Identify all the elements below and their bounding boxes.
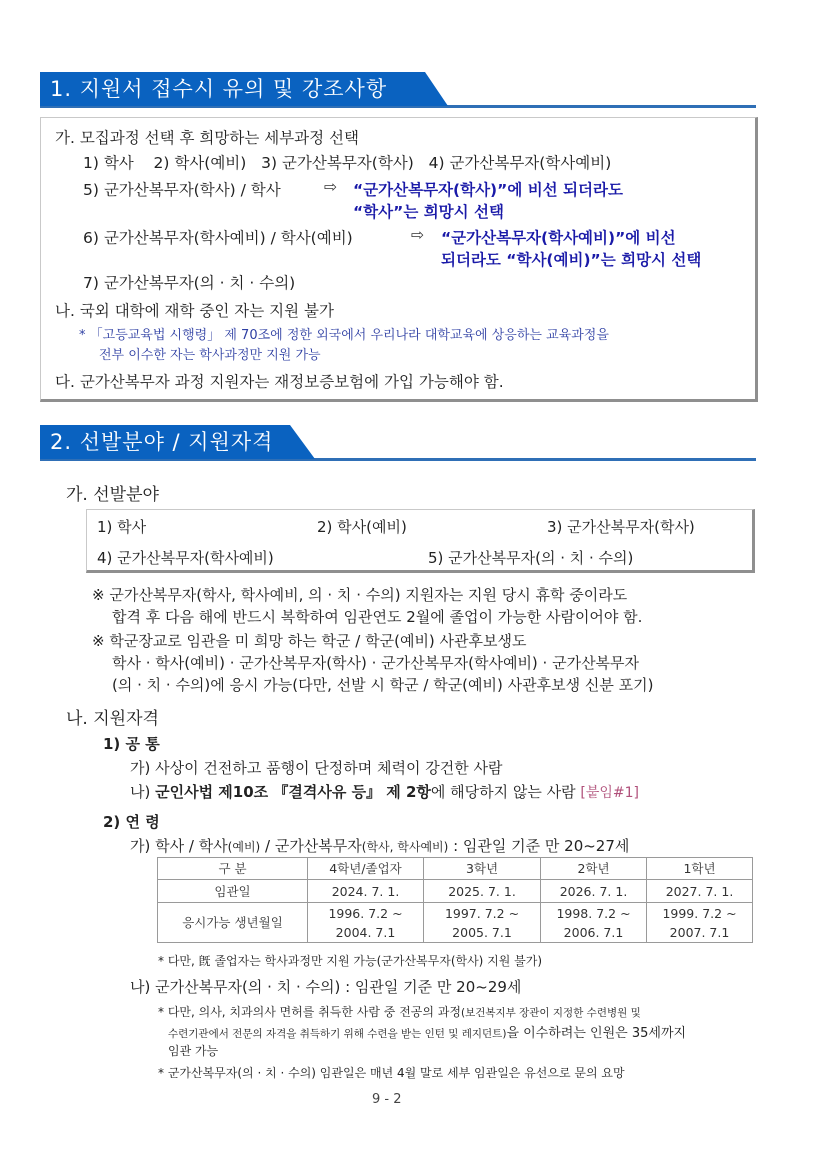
- age-heading: 2) 연 령: [103, 813, 160, 831]
- arrow-right-icon: ⇨: [324, 178, 337, 196]
- table-cell: 임관일: [158, 880, 308, 903]
- date-from: 1999. 7.2 ~: [662, 905, 737, 921]
- remark2-line2: 학사 · 학사(예비) · 군가산복무자(학사) · 군가산복무자(학사예비) · 군가산복무자: [112, 654, 640, 672]
- table-header-cell: 4학년/졸업자: [308, 858, 424, 880]
- section1-na-note2: 전부 이수한 자는 학사과정만 지원 가능: [99, 348, 321, 363]
- common-item-na: [130, 781, 639, 802]
- note-part: 을 이수하려는 인원은 35세까지: [506, 1026, 687, 1041]
- table-header-cell: 3학년: [424, 858, 541, 880]
- table-row: [158, 880, 753, 903]
- date-to: 2006. 7.1: [563, 924, 624, 940]
- remark1-line2: 합격 후 다음 해에 반드시 복학하여 임관연도 2월에 졸업이 가능한 사람이어야 함.: [112, 608, 643, 626]
- table-cell: 2026. 7. 1.: [541, 880, 647, 903]
- date-to: 2004. 7.1: [335, 924, 396, 940]
- field-item: 4) 군가산복무자(학사예비): [97, 549, 274, 567]
- common-heading: 1) 공 통: [103, 735, 160, 753]
- date-from: 1998. 7.2 ~: [556, 905, 631, 921]
- field-item: 1) 학사: [97, 518, 147, 536]
- date-from: 1996. 7.2 ~: [328, 905, 403, 921]
- age-ga-part: (예비): [227, 840, 261, 854]
- section2-header: [40, 425, 756, 461]
- note-part: (보건복지부 장관이 지정한 수련병원 및: [461, 1007, 641, 1019]
- date-from: 1997. 7.2 ~: [444, 905, 520, 921]
- table-cell: 2027. 7. 1.: [647, 880, 753, 903]
- table-cell: 2025. 7. 1.: [424, 880, 541, 903]
- arrow-right-icon: ⇨: [411, 226, 424, 244]
- section1-na-heading: 나. 국외 대학에 재학 중인 자는 지원 불가: [55, 302, 334, 320]
- age-ga-part: (학사, 학사예비): [361, 840, 449, 854]
- table-cell: [308, 903, 424, 943]
- section1-ga-heading: 가. 모집과정 선택 후 희망하는 세부과정 선택: [55, 129, 360, 147]
- field-item: 5) 군가산복무자(의 · 치 · 수의): [428, 549, 634, 567]
- table-cell: [424, 903, 541, 943]
- age-na-note1-line1: [158, 1003, 641, 1020]
- section1-header: [40, 72, 756, 108]
- age-ga-part: / 군가산복무자: [260, 837, 362, 855]
- section1-item5-note2: “학사”는 희망시 선택: [353, 203, 504, 221]
- table-cell: 응시가능 생년월일: [158, 903, 308, 943]
- section2-ga-heading: 가. 선발분야: [66, 485, 159, 505]
- section1-item6-note1: “군가산복무자(학사예비)”에 비선: [441, 229, 676, 247]
- date-to: 2007. 7.1: [669, 924, 730, 940]
- age-ga-part: 가) 학사 / 학사: [130, 837, 228, 855]
- page-number: 9 - 2: [372, 1092, 402, 1107]
- section1-item7: 7) 군가산복무자(의 · 치 · 수의): [83, 274, 296, 292]
- date-to: 2005. 7.1: [452, 924, 512, 940]
- note-part: 수련기관에서 전문의 자격을 취득하기 위해 수련을 받는 인턴 및 레지던트): [168, 1028, 507, 1040]
- field-item: 3) 군가산복무자(학사): [547, 518, 695, 536]
- attachment-reference: [붙임#1]: [580, 785, 640, 801]
- remark2-line1: ※ 학군장교로 임관을 미 희망 하는 학군 / 학군(예비) 사관후보생도: [92, 632, 527, 650]
- age-ga-part: : 임관일 기준 만 20~27세: [448, 837, 630, 855]
- age-na-note1-line3: 임관 가능: [168, 1044, 219, 1058]
- field-item: 2) 학사(예비): [317, 518, 407, 536]
- table-note: * 다만, 旣 졸업자는 학사과정만 지원 가능(군가산복무자(학사) 지원 불가): [158, 954, 543, 968]
- table-header-cell: 1학년: [647, 858, 753, 880]
- table-header-cell: 구 분: [158, 858, 308, 880]
- table-cell: [541, 903, 647, 943]
- age-na-note2: * 군가산복무자(의 · 치 · 수의) 임관일은 매년 4월 말로 세부 임관일은 유선으로 문의 요망: [158, 1066, 625, 1080]
- remark1-line1: ※ 군가산복무자(학사, 학사예비, 의 · 치 · 수의) 지원자는 지원 당시 휴학 중이라도: [92, 586, 628, 604]
- section1-item5-note1: “군가산복무자(학사)”에 비선 되더라도: [353, 181, 623, 199]
- section1-item6-note2: 되더라도 “학사(예비)”는 희망시 선택: [441, 251, 702, 269]
- age-ga-heading: [130, 835, 629, 856]
- age-na-heading: 나) 군가산복무자(의 · 치 · 수의) : 임관일 기준 만 20~29세: [130, 978, 522, 996]
- selection-fields-box: [86, 509, 755, 573]
- section2-na-heading: 나. 지원자격: [66, 709, 159, 729]
- section1-na-note1: * 「고등교육법 시행령」 제 70조에 정한 외국에서 우리나라 대학교육에 상응하는 교육과정을: [79, 328, 609, 343]
- common-item-ga: 가) 사상이 건전하고 품행이 단정하며 체력이 강건한 사람: [130, 759, 503, 777]
- remark2-line3: (의 · 치 · 수의)에 응시 가능(다만, 선발 시 학군 / 학군(예비) 사관후보생 신분 포기): [112, 676, 654, 694]
- table-row: [158, 903, 753, 943]
- age-eligibility-table: [157, 857, 753, 943]
- table-header-row: [158, 858, 753, 880]
- note-part: * 다만, 의사, 치과의사 면허를 취득한 사람 중 전공의 과정: [158, 1005, 461, 1019]
- section1-course-list: 1) 학사 2) 학사(예비) 3) 군가산복무자(학사) 4) 군가산복무자(학사예비): [83, 154, 612, 172]
- section1-item6-label: 6) 군가산복무자(학사예비) / 학사(예비): [83, 229, 353, 247]
- table-header-cell: 2학년: [541, 858, 647, 880]
- common-item-na-rest: 에 해당하지 않는 사람: [430, 783, 581, 801]
- table-cell: 2024. 7. 1.: [308, 880, 424, 903]
- section1-item5-label: 5) 군가산복무자(학사) / 학사: [83, 181, 281, 199]
- section1-title: 1. 지원서 접수시 유의 및 강조사항: [50, 77, 388, 101]
- section2-title: 2. 선발분야 / 지원자격: [50, 430, 274, 454]
- age-na-note1-line2: [168, 1022, 686, 1041]
- section1-panel: [40, 117, 758, 402]
- section1-da-heading: 다. 군가산복무자 과정 지원자는 재정보증보험에 가입 가능해야 함.: [55, 373, 504, 391]
- table-cell: [647, 903, 753, 943]
- military-law-reference: 군인사법 제10조 『결격사유 등』 제 2항: [155, 783, 431, 801]
- common-item-na-prefix: 나): [130, 783, 156, 801]
